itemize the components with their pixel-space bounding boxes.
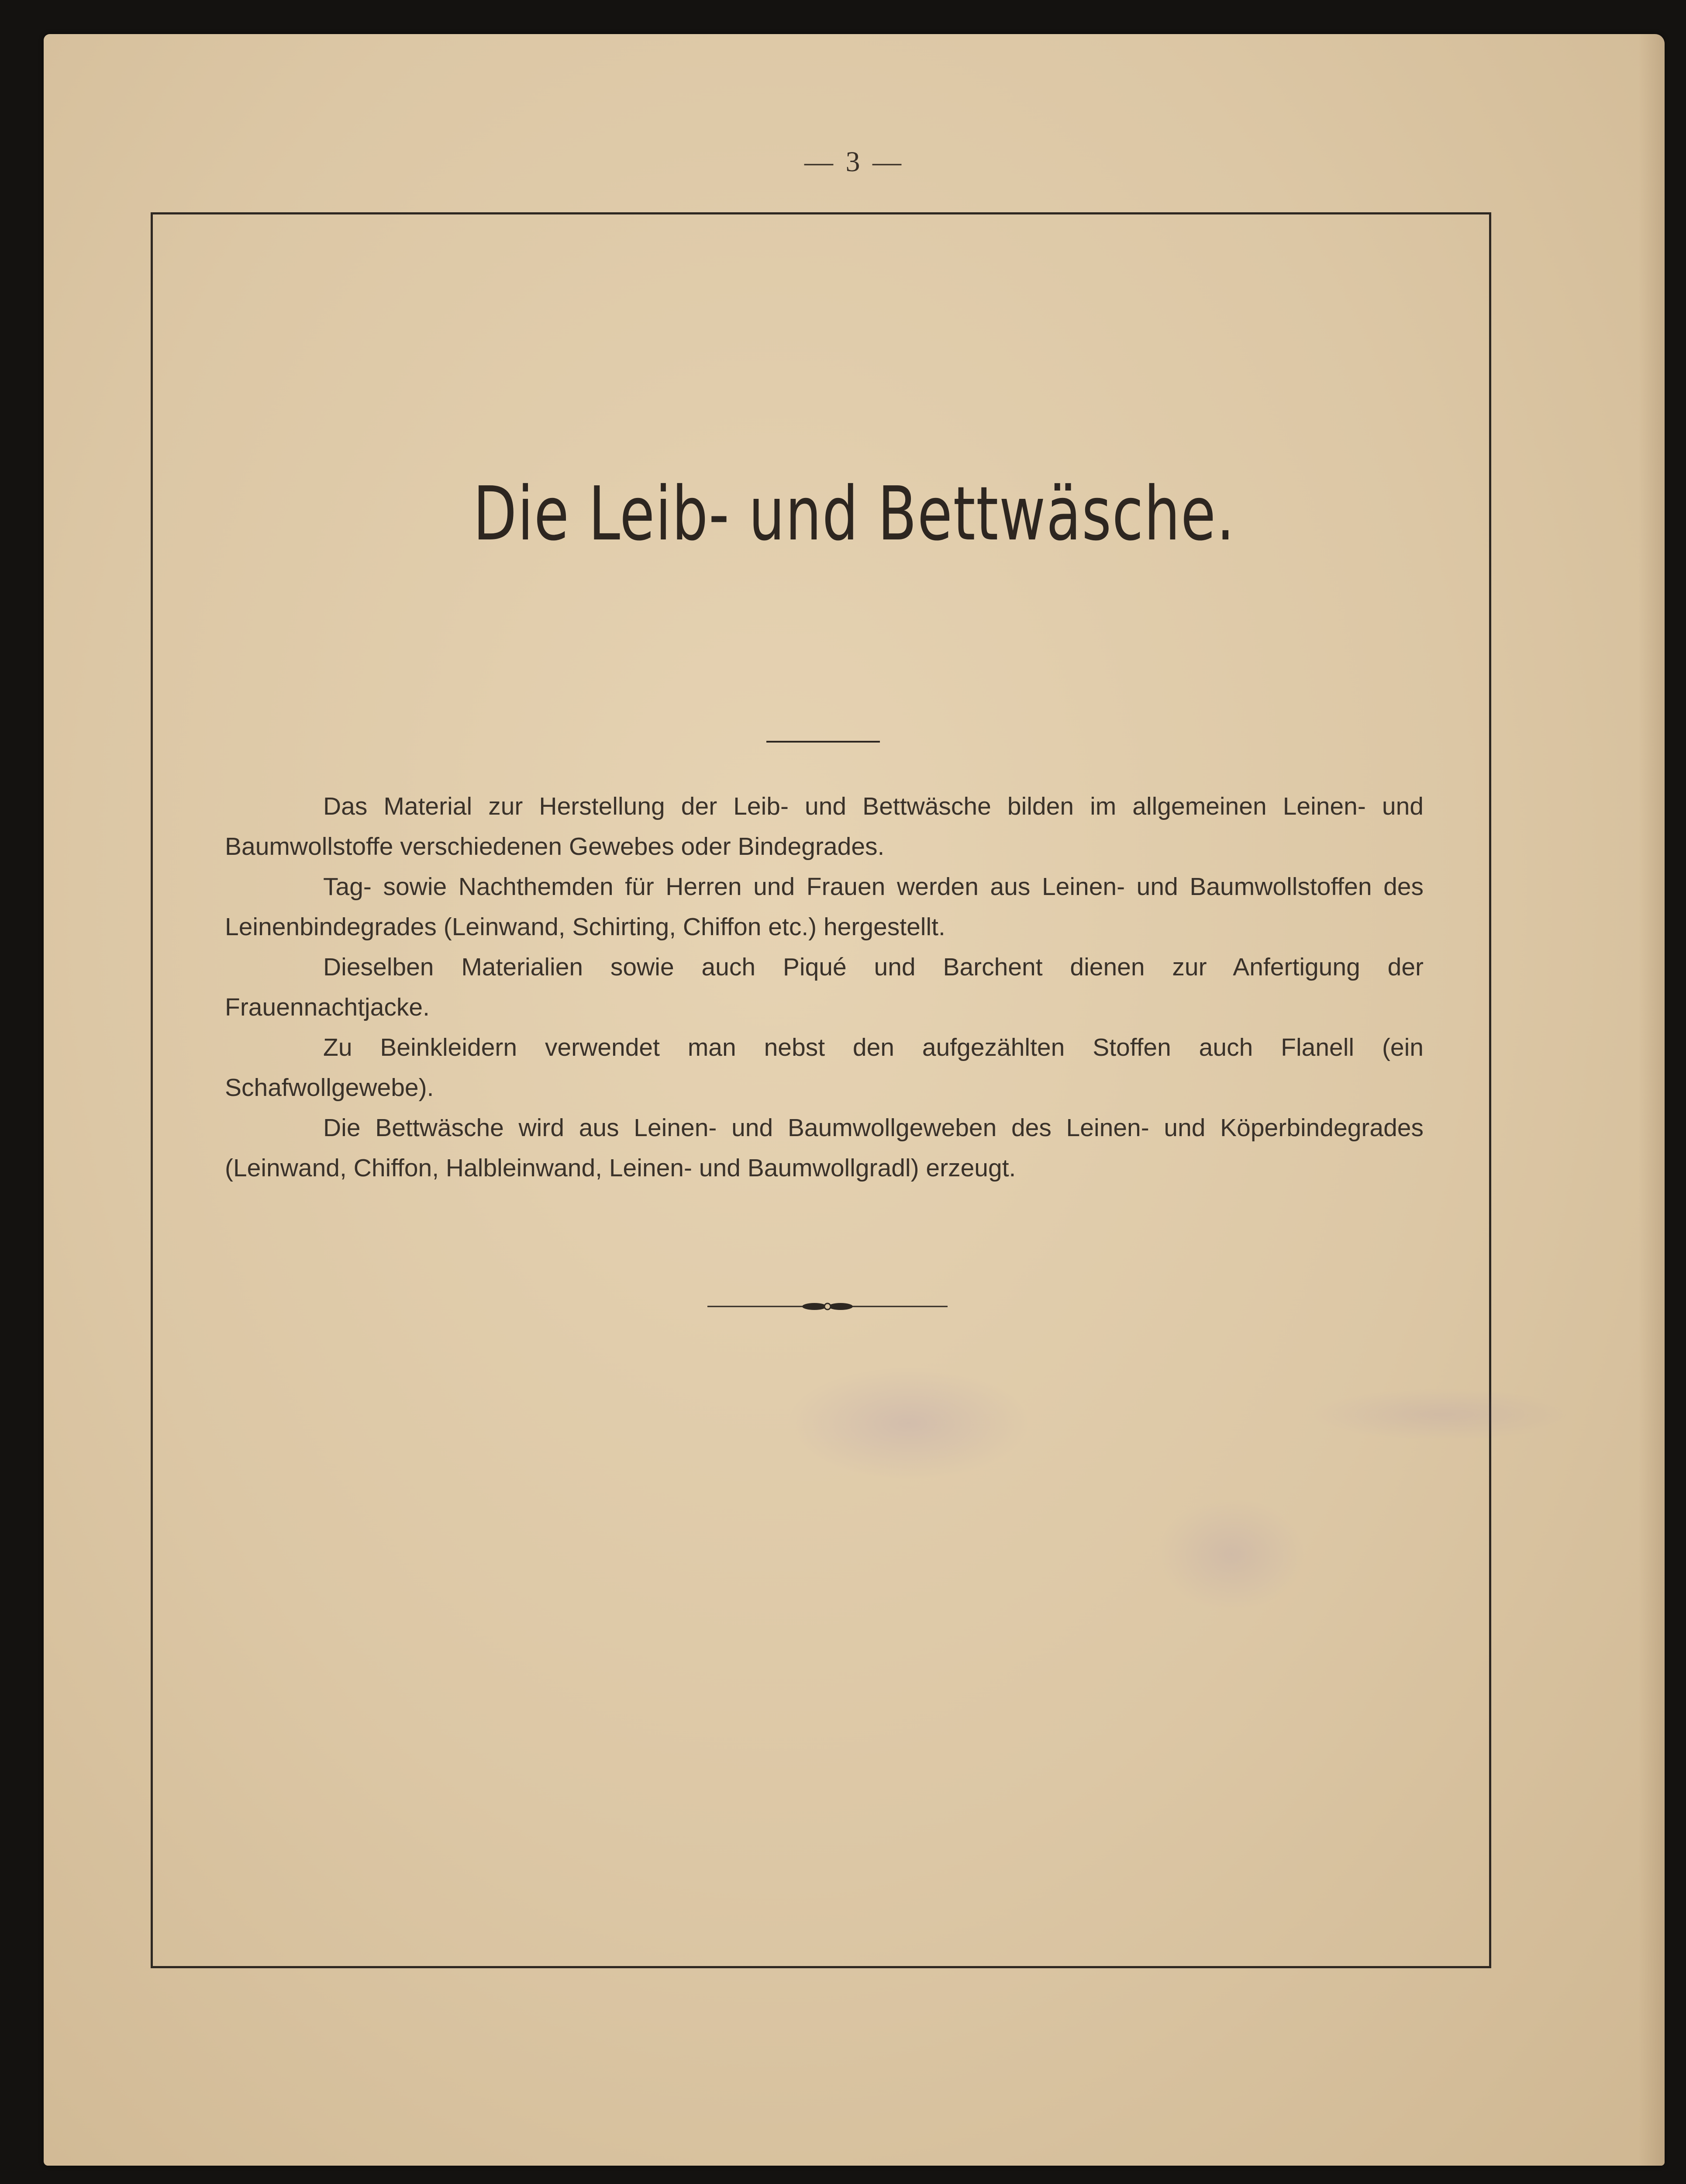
paper-page (44, 34, 1665, 2166)
paragraph-5: Die Bettwäsche wird aus Leinen- und Baumwollgeweben des Leinen- und Köperbindegrades (Leinwand, Chiffon, Halbleinwand, Leinen- und Baumwollgradl) erzeugt. (225, 1114, 1424, 1182)
page-number: — 3 — (804, 146, 904, 178)
body-text (225, 786, 1424, 1188)
paragraph-4: Zu Beinkleidern verwendet man nebst den aufgezählten Stoffen auch Flanell (ein Schafwollgewebe). (225, 1033, 1424, 1102)
divider-ornament-icon (707, 1300, 948, 1313)
title-rule (766, 741, 880, 743)
page-edge-shadow (1638, 34, 1665, 2166)
paragraph-1: Das Material zur Herstellung der Leib- und Bettwäsche bilden im allgemeinen Leinen- und Baumwollstoffe verschiedenen Gewebes oder Bindegrades. (225, 792, 1424, 860)
paragraph-3: Dieselben Materialien sowie auch Piqué und Barchent dienen zur Anfertigung der Frauennachtjacke. (225, 953, 1424, 1021)
paragraph-2: Tag- sowie Nachthemden für Herren und Frauen werden aus Leinen- und Baumwollstoffen des Leinenbindegrades (Leinwand, Schirting, Chiffon etc.) hergestellt. (225, 873, 1424, 941)
page-title: Die Leib- und Bettwäsche. (473, 471, 1235, 557)
